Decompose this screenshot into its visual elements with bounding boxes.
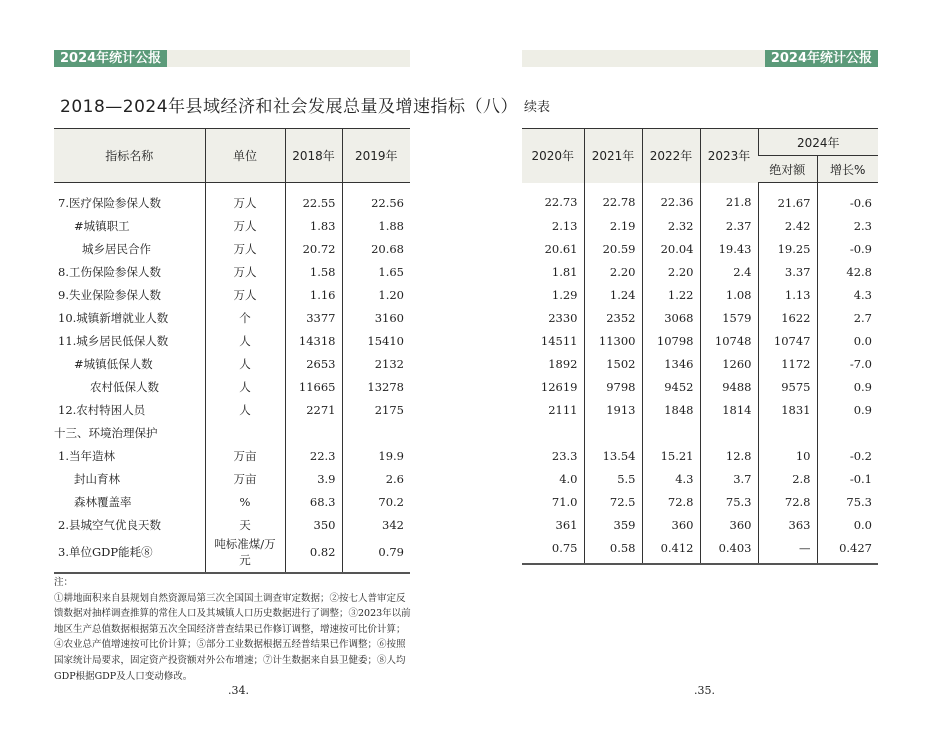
value: 2330 <box>548 310 578 325</box>
table-row <box>522 237 878 260</box>
value: 2.3 <box>817 214 878 237</box>
unit: 万人 <box>205 283 285 306</box>
indicator-name: 封山育林 <box>74 471 120 486</box>
table-row <box>54 536 410 573</box>
indicator-name: 森林覆盖率 <box>74 494 132 509</box>
unit: 万人 <box>205 183 285 215</box>
value <box>342 421 410 444</box>
value: 1.16 <box>285 283 342 306</box>
value: 3160 <box>342 306 410 329</box>
value: 1.88 <box>342 214 410 237</box>
value: 2.13 <box>551 218 578 233</box>
unit: 天 <box>205 513 285 536</box>
value: 1.20 <box>342 283 410 306</box>
value: 22.36 <box>642 183 700 215</box>
value: 1913 <box>584 398 642 421</box>
value <box>642 421 700 444</box>
header-2024: 2024年 <box>758 129 878 156</box>
indicator-name: 十三、环境治理保护 <box>54 425 158 440</box>
table-row <box>522 260 878 283</box>
table-row <box>54 398 410 421</box>
notes-text: ①耕地面积来自县规划自然资源局第三次全国国土调查审定数据；②按七人普审定反馈数据对抽样调查推算的常住人口及其城镇人口历史数据进行了调整；③2023年以前地区生产总值数据根据第五次全国经济普查结果已作修订调整，增速按可比价计算；④农业总产值增速按可比价计算；⑤部分工业数据根据五经普结果已作调整；⑥按照国家统计局要求，固定资产投资额对外公布增速；⑦计生数据来自县卫健委；⑧人均GDP根据GDP及人口变动修改。 <box>54 592 411 682</box>
header-growth: 增长% <box>817 156 878 183</box>
value: 1814 <box>700 398 758 421</box>
table-row <box>54 467 410 490</box>
value: -0.6 <box>817 183 878 215</box>
value: 20.59 <box>584 237 642 260</box>
table-row <box>54 214 410 237</box>
header-unit: 单位 <box>205 129 285 183</box>
value: 13.54 <box>584 444 642 467</box>
value: 2.20 <box>584 260 642 283</box>
value <box>700 421 758 444</box>
header-absolute: 绝对额 <box>758 156 817 183</box>
value: 2132 <box>342 352 410 375</box>
indicator-name: #城镇职工 <box>74 218 130 233</box>
value: 1622 <box>758 306 817 329</box>
table-row <box>54 183 410 215</box>
header-2018: 2018年 <box>285 129 342 183</box>
value: 23.3 <box>551 448 578 463</box>
value: 0.9 <box>817 375 878 398</box>
value: 1.58 <box>285 260 342 283</box>
value: 13278 <box>342 375 410 398</box>
table-row <box>522 375 878 398</box>
indicator-name: 11.城乡居民低保人数 <box>58 333 169 348</box>
value: 22.73 <box>544 195 578 210</box>
value: 22.78 <box>584 183 642 215</box>
page-number-left: .34. <box>228 684 249 697</box>
value: 2352 <box>584 306 642 329</box>
value: 10798 <box>642 329 700 352</box>
value: 0.9 <box>817 398 878 421</box>
unit: 人 <box>205 352 285 375</box>
value: -0.9 <box>817 237 878 260</box>
value: 1346 <box>642 352 700 375</box>
value: 70.2 <box>342 490 410 513</box>
value: 1.22 <box>642 283 700 306</box>
header-indicator: 指标名称 <box>54 129 205 183</box>
table-row <box>54 283 410 306</box>
unit: % <box>205 490 285 513</box>
table-row <box>54 237 410 260</box>
unit: 人 <box>205 398 285 421</box>
value: 72.5 <box>584 490 642 513</box>
table-row <box>522 183 878 215</box>
value: 20.04 <box>642 237 700 260</box>
value: 14511 <box>540 333 578 348</box>
indicator-name: 城乡居民合作 <box>82 241 151 256</box>
unit: 人 <box>205 329 285 352</box>
table-row <box>522 536 878 564</box>
banner-label: 2024年统计公报 <box>54 50 167 67</box>
header-banner-right <box>522 50 878 67</box>
value: 12619 <box>540 379 578 394</box>
indicator-name: 12.农村特困人员 <box>58 402 146 417</box>
value: 20.61 <box>544 241 578 256</box>
header-2023: 2023年 <box>700 129 758 183</box>
unit: 吨标准煤/万元 <box>205 536 285 573</box>
value: 1172 <box>758 352 817 375</box>
value <box>758 421 817 444</box>
value: 20.72 <box>285 237 342 260</box>
value: 14318 <box>285 329 342 352</box>
table-row <box>54 375 410 398</box>
value: 9575 <box>758 375 817 398</box>
indicator-name: #城镇低保人数 <box>74 356 153 371</box>
indicator-name: 7.医疗保险参保人数 <box>58 195 161 210</box>
unit: 万人 <box>205 260 285 283</box>
continued-label: 续表 <box>524 100 551 115</box>
value: 22.56 <box>342 183 410 215</box>
indicator-name: 1.当年造林 <box>58 448 115 463</box>
value: 3068 <box>642 306 700 329</box>
value: 2111 <box>548 402 578 417</box>
value: 9488 <box>700 375 758 398</box>
unit: 人 <box>205 375 285 398</box>
value: 1.83 <box>285 214 342 237</box>
value: 2.6 <box>342 467 410 490</box>
value: 10748 <box>700 329 758 352</box>
table-row <box>54 444 410 467</box>
value: 68.3 <box>285 490 342 513</box>
header-2022: 2022年 <box>642 129 700 183</box>
value: 2.8 <box>758 467 817 490</box>
indicator-name: 2.县城空气优良天数 <box>58 517 161 532</box>
value: 71.0 <box>551 494 578 509</box>
value: 1.08 <box>700 283 758 306</box>
header-2019: 2019年 <box>342 129 410 183</box>
value: -0.2 <box>817 444 878 467</box>
value: 360 <box>642 513 700 536</box>
table-row <box>54 513 410 536</box>
table-row <box>522 444 878 467</box>
value: 0.0 <box>817 513 878 536</box>
left-table <box>54 128 410 574</box>
table-row <box>54 421 410 444</box>
value: 0.412 <box>642 536 700 564</box>
table-row <box>522 306 878 329</box>
value: 0.0 <box>817 329 878 352</box>
value: 9798 <box>584 375 642 398</box>
value: 0.427 <box>817 536 878 564</box>
value: 1892 <box>548 356 578 371</box>
unit: 万亩 <box>205 444 285 467</box>
table-row <box>522 329 878 352</box>
value: 1.65 <box>342 260 410 283</box>
value: 75.3 <box>817 490 878 513</box>
table-row <box>522 421 878 444</box>
indicator-name: 8.工伤保险参保人数 <box>58 264 161 279</box>
unit: 个 <box>205 306 285 329</box>
value: 11300 <box>584 329 642 352</box>
table-row <box>522 467 878 490</box>
value: 72.8 <box>758 490 817 513</box>
value: -0.1 <box>817 467 878 490</box>
indicator-name: 10.城镇新增就业人数 <box>58 310 169 325</box>
value <box>285 421 342 444</box>
value: 12.8 <box>700 444 758 467</box>
value: 1.29 <box>551 287 578 302</box>
value: 1831 <box>758 398 817 421</box>
value: 3.37 <box>758 260 817 283</box>
value: 2271 <box>285 398 342 421</box>
header-2020: 2020年 <box>522 129 584 183</box>
value: 1579 <box>700 306 758 329</box>
value: — <box>758 536 817 564</box>
value: 5.5 <box>584 467 642 490</box>
value: 15.21 <box>642 444 700 467</box>
table-row <box>522 214 878 237</box>
value: 15410 <box>342 329 410 352</box>
value: 22.55 <box>285 183 342 215</box>
value: 361 <box>555 517 578 532</box>
unit <box>205 421 285 444</box>
value: 3.7 <box>700 467 758 490</box>
right-table <box>522 128 878 565</box>
value: 1848 <box>642 398 700 421</box>
value: 359 <box>584 513 642 536</box>
value: 2.32 <box>642 214 700 237</box>
value: 2653 <box>285 352 342 375</box>
table-row <box>54 306 410 329</box>
value: 1.24 <box>584 283 642 306</box>
table-row <box>54 260 410 283</box>
value <box>817 421 878 444</box>
unit: 万亩 <box>205 467 285 490</box>
value: 1502 <box>584 352 642 375</box>
value: 0.58 <box>584 536 642 564</box>
value: 9452 <box>642 375 700 398</box>
value: 4.3 <box>642 467 700 490</box>
value: 10 <box>758 444 817 467</box>
value: 363 <box>758 513 817 536</box>
value: 21.67 <box>758 183 817 215</box>
value: 20.68 <box>342 237 410 260</box>
value: 342 <box>342 513 410 536</box>
table-row <box>522 490 878 513</box>
value: 3377 <box>285 306 342 329</box>
indicator-name: 3.单位GDP能耗⑧ <box>54 536 205 573</box>
notes <box>54 575 412 684</box>
value: 0.75 <box>522 536 584 564</box>
value: 2.20 <box>642 260 700 283</box>
value: 4.3 <box>817 283 878 306</box>
indicator-name: 9.失业保险参保人数 <box>58 287 161 302</box>
header-2021: 2021年 <box>584 129 642 183</box>
value: 42.8 <box>817 260 878 283</box>
value: 19.43 <box>700 237 758 260</box>
value: 21.8 <box>700 183 758 215</box>
value: 19.9 <box>342 444 410 467</box>
value: 350 <box>285 513 342 536</box>
table-row <box>522 283 878 306</box>
value: 22.3 <box>285 444 342 467</box>
value: 3.9 <box>285 467 342 490</box>
value: 2.42 <box>758 214 817 237</box>
table-title: 2018—2024年县域经济和社会发展总量及增速指标（八） <box>60 97 519 117</box>
table-row <box>522 352 878 375</box>
value: 1.13 <box>758 283 817 306</box>
header-banner-left <box>54 50 410 67</box>
value: 10747 <box>758 329 817 352</box>
unit: 万人 <box>205 237 285 260</box>
value: 2.37 <box>700 214 758 237</box>
value: 2175 <box>342 398 410 421</box>
value: 72.8 <box>642 490 700 513</box>
value: 0.403 <box>700 536 758 564</box>
banner-label: 2024年统计公报 <box>765 50 878 67</box>
table-row <box>54 329 410 352</box>
value: 2.19 <box>584 214 642 237</box>
value: 1260 <box>700 352 758 375</box>
value: 360 <box>700 513 758 536</box>
page-number-right: .35. <box>694 684 715 697</box>
table-row <box>54 490 410 513</box>
value: 2.7 <box>817 306 878 329</box>
value: 11665 <box>285 375 342 398</box>
value: 0.82 <box>285 536 342 573</box>
value: 2.4 <box>700 260 758 283</box>
value: -7.0 <box>817 352 878 375</box>
value: 1.81 <box>551 264 578 279</box>
value <box>522 421 584 444</box>
notes-label: 注： <box>54 577 74 588</box>
value: 0.79 <box>342 536 410 573</box>
table-row <box>522 513 878 536</box>
table-row <box>54 352 410 375</box>
unit: 万人 <box>205 214 285 237</box>
value: 19.25 <box>758 237 817 260</box>
indicator-name: 农村低保人数 <box>90 379 159 394</box>
value: 4.0 <box>559 471 578 486</box>
value: 75.3 <box>700 490 758 513</box>
table-row <box>522 398 878 421</box>
value <box>584 421 642 444</box>
